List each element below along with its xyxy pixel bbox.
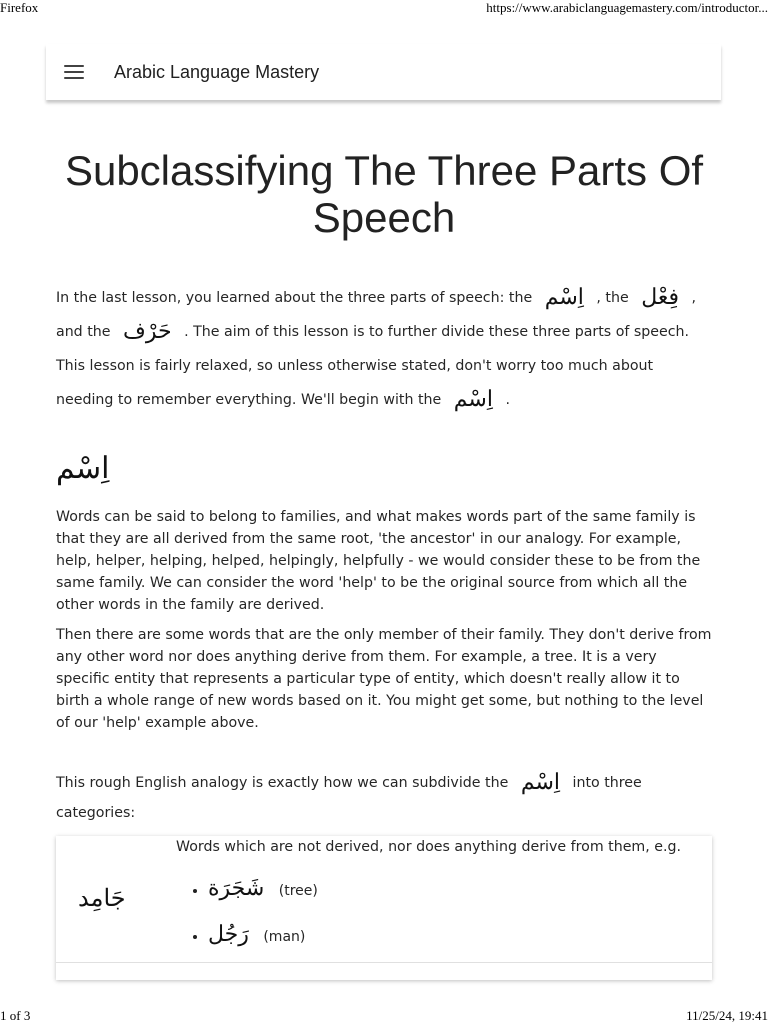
example-arabic: شَجَرَة — [208, 876, 265, 901]
app-title[interactable]: Arabic Language Mastery — [114, 61, 320, 82]
category-term: جَامِد — [78, 884, 126, 912]
intro-text-4: . The aim of this lesson is to further divide these three parts of speech. This lesson is fairly relaxed, so unless otherwise stated, don't worry too much about needing to remember everything. We'll begin with the — [56, 324, 690, 408]
intro-text-3: , and the — [56, 290, 697, 340]
article — [56, 102, 712, 828]
print-header — [0, 0, 768, 16]
paragraph-families: Words can be said to belong to families, and what makes words part of the same family is that they are all derived from the same root, 'the ancestor' in our analogy. For example, help, helper, helping, helped, helpingly, helpfully - we would consider these to be from the same family. We can consider the word 'help' to be the original source from which all the other words in the family are derived. — [56, 509, 701, 613]
intro-text-1: In the last lesson, you learned about the three parts of speech: the — [56, 290, 533, 306]
intro-text-5: . — [505, 392, 510, 408]
paragraph-single-member: Then there are some words that are the only member of their family. They don't derive from any other word nor does anything derive from them. For example, a tree. It is a very specific entity that represents a particular type of entity, which doesn't really allow it to birth a whole range of new words based on it. You might get some, but nothing to the level of our 'help' example above. — [56, 627, 712, 731]
category-description: Words which are not derived, nor does anything derive from them, e.g. — [176, 839, 682, 855]
intro-text-2: , the — [596, 290, 629, 306]
divider — [56, 962, 712, 963]
section-heading-ism: اِسْم — [56, 451, 110, 486]
page-title: Subclassifying The Three Parts Of Speech — [64, 147, 704, 241]
subdivide-text-2: into three categories: — [56, 775, 642, 821]
example-list — [190, 870, 318, 962]
category-table — [56, 836, 712, 980]
harf-word: حَرْف — [123, 319, 172, 344]
browser-name: Firefox — [0, 0, 39, 15]
paragraph-subdivide — [56, 768, 712, 828]
print-footer — [0, 1008, 768, 1024]
ism-word: اِسْم — [544, 285, 584, 310]
menu-icon[interactable] — [64, 65, 84, 79]
list-item — [208, 916, 318, 954]
ism-word-3: اِسْم — [520, 770, 561, 795]
subdivide-text-1: This rough English analogy is exactly how we can subdivide the — [56, 775, 509, 791]
fil-word: فِعْل — [641, 285, 680, 310]
intro-paragraph — [56, 281, 712, 417]
example-arabic: رَجُل — [208, 922, 249, 947]
example-gloss: (man) — [263, 929, 306, 945]
page-indicator: 1 of 3 — [0, 1008, 31, 1023]
print-timestamp: 11/25/24, 19:41 — [686, 1008, 768, 1023]
page-url: https://www.arabiclanguagemastery.com/introductor... — [486, 0, 768, 15]
ism-word-2: اِسْم — [453, 387, 493, 412]
list-item — [208, 870, 318, 908]
app-bar — [46, 44, 721, 100]
example-gloss: (tree) — [278, 883, 318, 899]
